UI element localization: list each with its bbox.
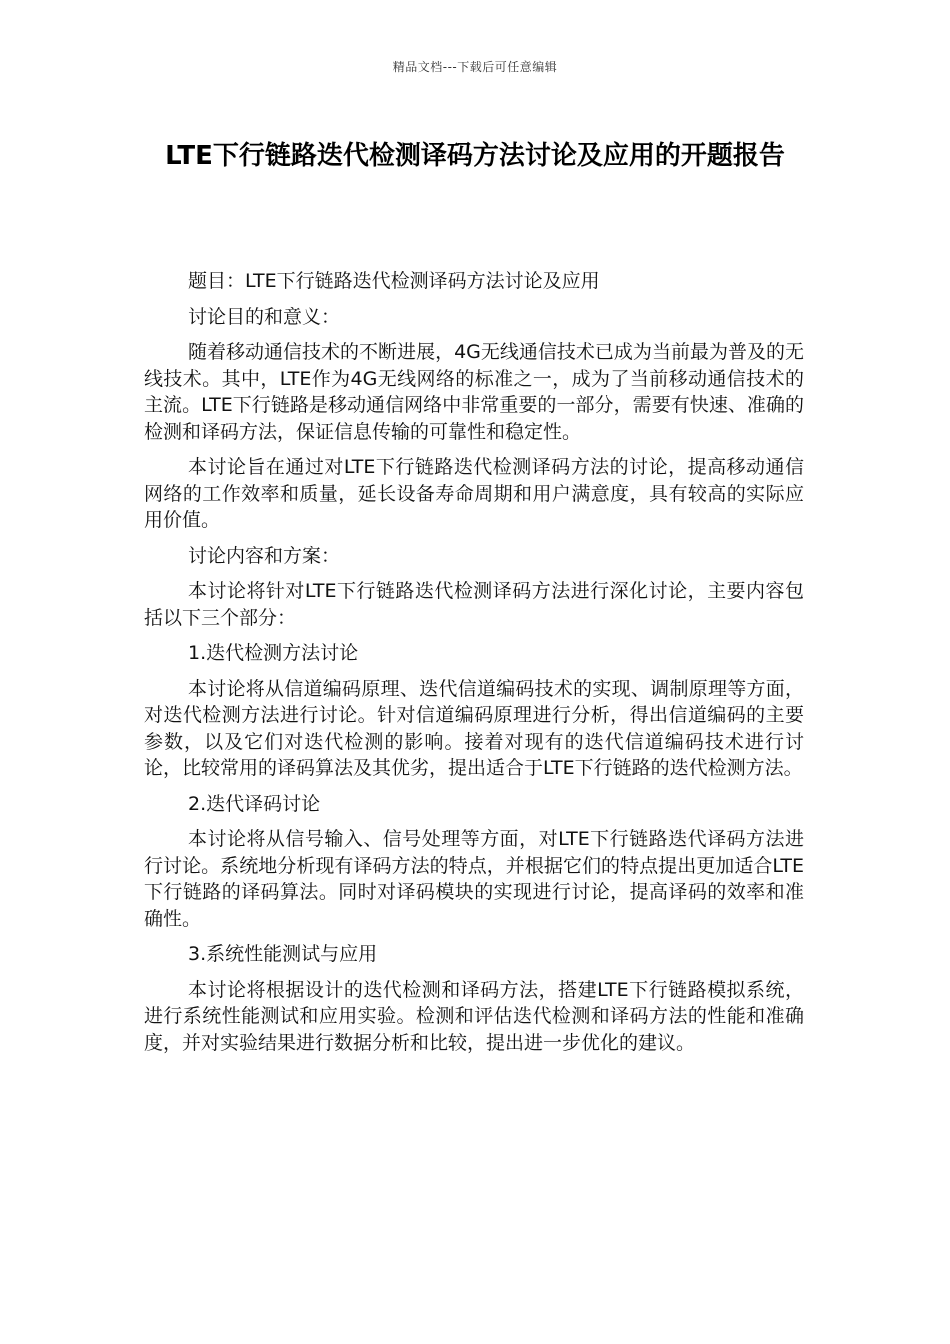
body-paragraph: 随着移动通信技术的不断进展，4G无线通信技术已成为当前最为普及的无线技术。其中，LTE作为4G无线网络的标准之一，成为了当前移动通信技术的主流。LTE下行链路是移动通信网络中非常重要的一部分，需要有快速、准确的检测和译码方法，保证信息传输的可靠性和稳定性。 (144, 341, 804, 443)
subsection-heading-3: 3.系统性能测试与应用 (188, 943, 378, 965)
section-heading-content: 讨论内容和方案： (188, 544, 341, 567)
section-heading-purpose: 讨论目的和意义： (188, 305, 341, 328)
body-paragraph: 本讨论将根据设计的迭代检测和译码方法，搭建LTE下行链路模拟系统，进行系统性能测试和应用实验。检测和评估迭代检测和译码方法的性能和准确度，并对实验结果进行数据分析和比较，提出进一步优化的建议。 (144, 978, 804, 1054)
subsection-heading-1: 1.迭代检测方法讨论 (188, 642, 359, 664)
subsection-heading-2: 2.迭代译码讨论 (188, 792, 321, 815)
body-paragraph: 本讨论将从信道编码原理、迭代信道编码技术的实现、调制原理等方面，对迭代检测方法进行讨论。针对信道编码原理进行分析，得出信道编码的主要参数，以及它们对迭代检测的影响。接着对现有的迭代信道编码技术进行讨论，比较常用的译码算法及其优劣，提出适合于LTE下行链路的迭代检测方法。 (144, 677, 804, 779)
body-paragraph: 本讨论将针对LTE下行链路迭代检测译码方法进行深化讨论，主要内容包括以下三个部分： (144, 580, 804, 629)
document-title: LTE下行链路迭代检测译码方法讨论及应用的开题报告 (165, 141, 785, 171)
header-note: 精品文档---下载后可任意编辑 (392, 60, 558, 74)
body-paragraph: 本讨论旨在通过对LTE下行链路迭代检测译码方法的讨论，提高移动通信网络的工作效率和质量，延长设备寿命周期和用户满意度，具有较高的实际应用价值。 (144, 456, 804, 531)
document-body (144, 268, 804, 1065)
topic-line: 题目：LTE下行链路迭代检测译码方法讨论及应用 (188, 270, 600, 292)
body-paragraph: 本讨论将从信号输入、信号处理等方面，对LTE下行链路迭代译码方法进行讨论。系统地分析现有译码方法的特点，并根据它们的特点提出更加适合LTE下行链路的译码算法。同时对译码模块的实现进行讨论，提高译码的效率和准确性。 (144, 828, 804, 930)
